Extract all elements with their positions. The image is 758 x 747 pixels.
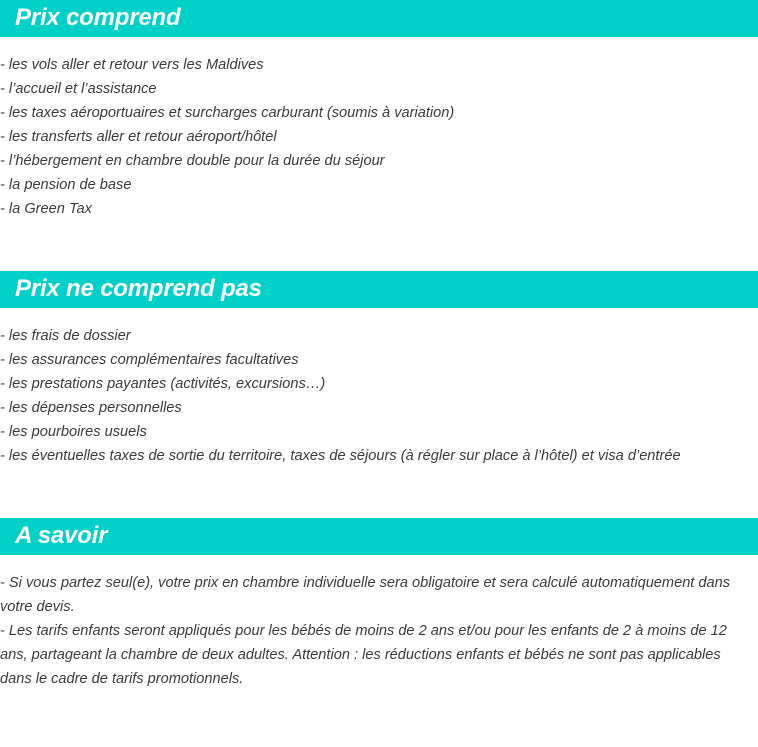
not-included-section: [0, 271, 758, 464]
good-to-know-title: A savoir: [15, 522, 108, 549]
included-list: [0, 53, 758, 221]
list-item: - les taxes aéroportuaires et surcharges carburant (soumis à variation): [0, 105, 455, 121]
info-paragraph: - Si vous partez seul(e), votre prix en chambre individuelle sera obligatoire et sera calculé automatiquement dans votre devis.: [0, 575, 731, 615]
good-to-know-section: [0, 518, 758, 687]
list-item: - les assurances complémentaires facultatives: [0, 352, 299, 368]
list-item: - les éventuelles taxes de sortie du territoire, taxes de séjours (à régler sur place à l’hôtel) et visa d’entrée: [0, 448, 681, 464]
list-item: - l’accueil et l’assistance: [0, 81, 157, 97]
list-item: - les prestations payantes (activités, excursions…): [0, 376, 326, 392]
included-section: [0, 0, 758, 217]
list-item: - la Green Tax: [0, 201, 92, 217]
list-item: - les frais de dossier: [0, 328, 131, 344]
list-item: - les dépenses personnelles: [0, 400, 182, 416]
not-included-banner: [0, 271, 758, 308]
list-item: - la pension de base: [0, 177, 132, 193]
list-item: - les vols aller et retour vers les Maldives: [0, 57, 264, 73]
list-item: - les transferts aller et retour aéroport/hôtel: [0, 129, 277, 145]
not-included-list: [0, 324, 758, 468]
info-paragraph: - Les tarifs enfants seront appliqués pour les bébés de moins de 2 ans et/ou pour les enfants de 2 à moins de 12 ans, partageant la chambre de deux adultes. Attention : les réductions enfants et bébés ne sont pas applicables dans le cadre de tarifs promotionnels.: [0, 623, 727, 687]
not-included-title: Prix ne comprend pas: [15, 275, 262, 302]
good-to-know-body: [0, 571, 758, 691]
included-title: Prix comprend: [15, 4, 181, 31]
good-to-know-banner: [0, 518, 758, 555]
list-item: - les pourboires usuels: [0, 424, 147, 440]
included-banner: [0, 0, 758, 37]
list-item: - l’hébergement en chambre double pour la durée du séjour: [0, 153, 385, 169]
